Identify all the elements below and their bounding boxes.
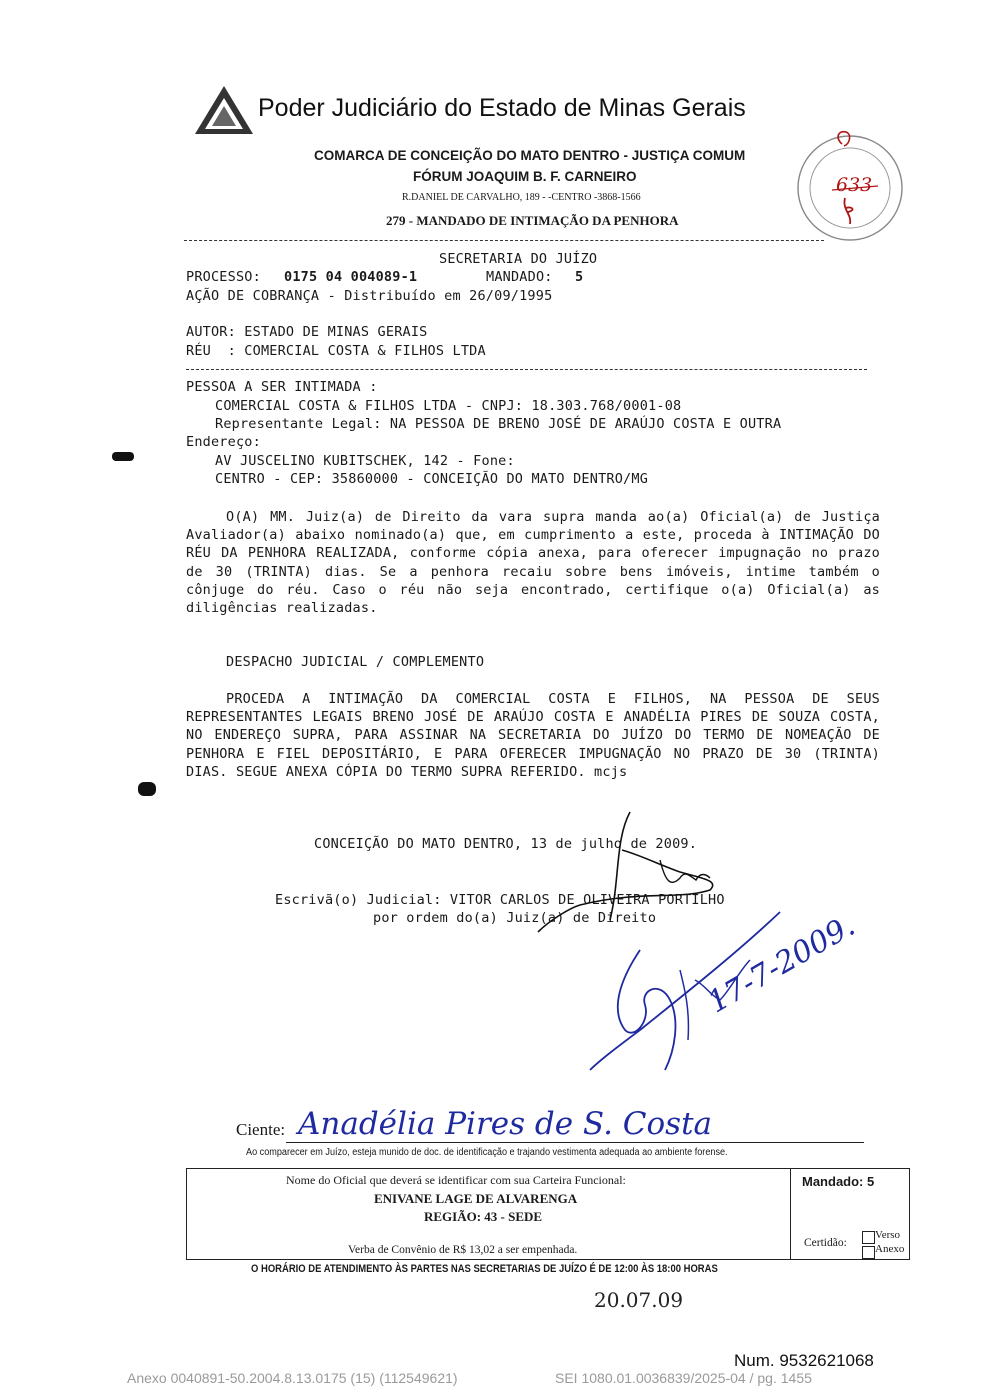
oficial-region: REGIÃO: 43 - SEDE [424, 1209, 543, 1224]
despacho-heading: DESPACHO JUDICIAL / COMPLEMENTO [226, 654, 485, 670]
mandado-label: MANDADO: [486, 269, 553, 285]
representante-line: Representante Legal: NA PESSOA DE BRENO JOSÉ DE ARAÚJO COSTA E OUTRA [215, 416, 782, 432]
box-divider [790, 1168, 791, 1260]
handwritten-date: 17-7-2009. [702, 908, 862, 1021]
verba-line: Verba de Convênio de R$ 13,02 a ser empenhada. [348, 1244, 578, 1256]
verso-checkbox[interactable] [862, 1231, 875, 1244]
reu-line: RÉU : COMERCIAL COSTA & FILHOS LTDA [186, 343, 486, 359]
escriva-line: Escrivã(o) Judicial: VITOR CARLOS DE OLIVEIRA PORTILHO [275, 892, 725, 908]
oficial-signature [580, 910, 800, 1090]
scan-mark [138, 782, 156, 796]
order-paragraph: O(A) MM. Juiz(a) de Direito da vara supra manda ao(a) Oficial(a) de Justiça Avaliador(a) abaixo nominado(a) que, em cumprimento a este, proceda à INTIMAÇÃO DO RÉU DA PENHORA REALIZADA, conforme cópia anexa, para oferecer impugnação no prazo de 30 (TRINTA) dias. Se a penhora recaiu sobre bens imóveis, intime também o cônjuge do réu. Caso o réu não seja encontrado, certifique o(a) Oficial(a) as diligências realizadas. [186, 509, 880, 617]
court-title: Poder Judiciário do Estado de Minas Gerais [258, 94, 746, 122]
despacho-paragraph: PROCEDA A INTIMAÇÃO DA COMERCIAL COSTA E FILHOS, NA PESSOA DE SEUS REPRESENTANTES LEGAIS BRENO JOSÉ DE ARAÚJO COSTA E ANADÉLIA PIRES DE SOUZA COSTA, NO ENDEREÇO SUPRA, PARA ASSINAR NA SECRETARIA DO JUÍZO DO TERMO DE NOMEAÇÃO DE PENHORA E FIEL DEPOSITÁRIO, E PARA OFERECER IMPUGNAÇÃO NO PRAZO DE 30 (TRINTA) DIAS. SEGUE ANEXA CÓPIA DO TERMO SUPRA REFERIDO. mcjs [186, 691, 880, 780]
secretaria-heading: SECRETARIA DO JUÍZO [439, 251, 598, 267]
ciente-notice: Ao comparecer em Juízo, esteja munido de doc. de identificação e trajando vestimenta adequada ao ambiente forense. [246, 1147, 728, 1158]
ciente-label: Ciente: [236, 1120, 286, 1139]
document-number: Num. 9532621068 [734, 1351, 874, 1370]
processo-label: PROCESSO: [186, 269, 261, 285]
sei-reference: SEI 1080.01.0036839/2025-04 / pg. 1455 [555, 1370, 812, 1386]
anexo-checkbox[interactable] [862, 1246, 875, 1259]
comarca-line: COMARCA DE CONCEIÇÃO DO MATO DENTRO - JUSTIÇA COMUM [314, 148, 746, 163]
tjmg-logo-icon [193, 84, 255, 136]
por-ordem-line: por ordem do(a) Juiz(a) de Direito [373, 910, 657, 926]
document-type: 279 - MANDADO DE INTIMAÇÃO DA PENHORA [386, 213, 679, 228]
endereco-label: Endereço: [186, 434, 261, 450]
anexo-reference: Anexo 0040891-50.2004.8.13.0175 (15) (112549621) [127, 1370, 458, 1386]
ciente-signature: Anadélia Pires de S. Costa [298, 1106, 713, 1142]
receipt-date: 20.07.09 [594, 1288, 684, 1312]
stamp-page-number: 633 [836, 174, 873, 196]
scan-mark [112, 452, 134, 461]
oficial-name: ENIVANE LAGE DE ALVARENGA [374, 1191, 578, 1206]
endereco-line-2: CENTRO - CEP: 35860000 - CONCEIÇÃO DO MATO DENTRO/MG [215, 471, 649, 487]
place-date: CONCEIÇÃO DO MATO DENTRO, 13 de julho de 2009. [314, 836, 698, 852]
forum-line: FÓRUM JOAQUIM B. F. CARNEIRO [413, 169, 637, 184]
signature-line [286, 1142, 864, 1143]
address-line: R.DANIEL DE CARVALHO, 189 - -CENTRO -3868-1566 [402, 192, 641, 203]
separator [186, 369, 867, 370]
certidao-label: Certidão: [804, 1237, 847, 1249]
box-mandado: Mandado: 5 [802, 1174, 875, 1189]
separator [184, 240, 824, 241]
anexo-label: Anexo [875, 1243, 905, 1255]
endereco-line-1: AV JUSCELINO KUBITSCHEK, 142 - Fone: [215, 453, 515, 469]
acao-line: AÇÃO DE COBRANÇA - Distribuído em 26/09/1995 [186, 288, 553, 304]
verso-label: Verso [875, 1229, 901, 1241]
autor-line: AUTOR: ESTADO DE MINAS GERAIS [186, 324, 428, 340]
processo-number: 0175 04 004089-1 [284, 269, 418, 285]
oficial-label: Nome do Oficial que deverá se identificar com sua Carteira Funcional: [286, 1173, 626, 1187]
pessoa-name: COMERCIAL COSTA & FILHOS LTDA - CNPJ: 18.303.768/0001-08 [215, 398, 682, 414]
mandado-number: 5 [575, 269, 584, 285]
pessoa-label: PESSOA A SER INTIMADA : [186, 379, 378, 395]
horario-notice: O HORÁRIO DE ATENDIMENTO ÀS PARTES NAS SECRETARIAS DE JUÍZO É DE 12:00 ÀS 18:00 HORAS [251, 1263, 718, 1275]
